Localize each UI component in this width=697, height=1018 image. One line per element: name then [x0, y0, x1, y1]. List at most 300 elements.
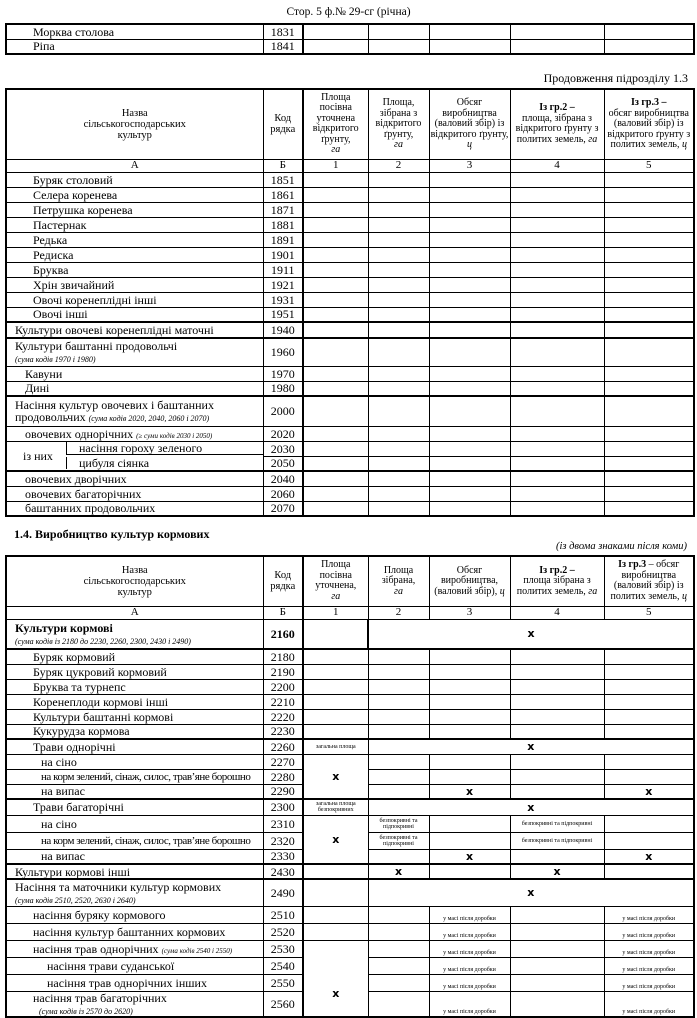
cell-note[interactable]: [429, 991, 510, 1017]
row-code: 2300: [263, 799, 303, 815]
cell-input[interactable]: [368, 24, 429, 39]
cell-input[interactable]: [303, 307, 368, 322]
cell-input[interactable]: [604, 754, 694, 769]
cell-input[interactable]: [303, 232, 368, 247]
row-code: 1831: [263, 24, 303, 39]
cell-input[interactable]: [510, 694, 604, 709]
header-code-line: Код: [274, 570, 292, 582]
row-name: [6, 906, 263, 923]
cell-input[interactable]: [604, 694, 694, 709]
cell-input[interactable]: [368, 187, 429, 202]
cell-note-text: безпокривні та підпокривні: [379, 817, 418, 830]
cell-input[interactable]: [368, 991, 429, 1017]
row-name-text: на випас: [41, 784, 85, 799]
cell-input[interactable]: [510, 906, 604, 923]
index-cell: 5: [604, 159, 694, 172]
table-row: [6, 24, 694, 39]
row-name: [6, 679, 263, 694]
cell-input[interactable]: [510, 501, 604, 516]
row-code: 2060: [263, 486, 303, 501]
unit-label: га: [394, 139, 403, 150]
cell-input[interactable]: [510, 784, 604, 799]
cell-input[interactable]: [604, 39, 694, 54]
cell-input[interactable]: [303, 322, 368, 338]
cell-input[interactable]: [368, 426, 429, 441]
cell-input[interactable]: [303, 709, 368, 724]
row-name-text: насіння культур баштанних кормових: [33, 924, 226, 939]
cell-input[interactable]: [303, 187, 368, 202]
cell-input[interactable]: [368, 471, 429, 486]
row-code: 2200: [263, 679, 303, 694]
row-name-text: Овочі інші: [33, 307, 88, 322]
cell-input[interactable]: [368, 232, 429, 247]
cell-input[interactable]: [604, 471, 694, 486]
row-name-text: Культури кормові інші: [15, 864, 131, 879]
cell-input[interactable]: [429, 441, 510, 456]
cell-input[interactable]: [604, 724, 694, 739]
x-mark: x: [368, 619, 694, 649]
cell-note[interactable]: [368, 815, 429, 832]
index-cell: 2: [368, 606, 429, 619]
row-name-text: насіння трав однорічних: [33, 941, 159, 956]
cell-input[interactable]: [429, 366, 510, 381]
cell-input[interactable]: [429, 277, 510, 292]
cell-input[interactable]: [604, 815, 694, 832]
table-row: [6, 172, 694, 187]
row-name: [6, 232, 263, 247]
row-code: 2490: [263, 879, 303, 906]
row-name: [6, 471, 263, 486]
table-row: [6, 649, 694, 664]
cell-input[interactable]: [368, 262, 429, 277]
header-col4: [510, 89, 604, 159]
cell-note[interactable]: [303, 739, 368, 754]
row-name: [6, 694, 263, 709]
index-row: [6, 159, 694, 172]
row-code: 2180: [263, 649, 303, 664]
cell-input[interactable]: [510, 957, 604, 974]
cell-input[interactable]: [368, 172, 429, 187]
cell-input[interactable]: [429, 426, 510, 441]
cell-input[interactable]: [429, 202, 510, 217]
cell-input[interactable]: [604, 247, 694, 262]
cell-input[interactable]: [604, 172, 694, 187]
cell-input[interactable]: [303, 381, 368, 396]
header-col5: [604, 556, 694, 606]
cell-input[interactable]: [368, 486, 429, 501]
cell-input[interactable]: [303, 694, 368, 709]
cell-input[interactable]: [368, 649, 429, 664]
cell-input[interactable]: [368, 849, 429, 864]
cell-input[interactable]: [429, 694, 510, 709]
cell-input[interactable]: [510, 769, 604, 784]
row-code: 2560: [263, 991, 303, 1017]
cell-input[interactable]: [510, 172, 604, 187]
cell-input[interactable]: [368, 396, 429, 426]
cell-input[interactable]: [429, 724, 510, 739]
cell-input[interactable]: [604, 232, 694, 247]
x-mark: x: [429, 849, 510, 864]
cell-input[interactable]: [368, 784, 429, 799]
cell-input[interactable]: [510, 232, 604, 247]
cell-note[interactable]: [604, 940, 694, 957]
row-name-text: на сіно: [41, 754, 77, 769]
cell-input[interactable]: [368, 906, 429, 923]
table-row: [6, 456, 694, 471]
cell-input[interactable]: [604, 292, 694, 307]
cell-input[interactable]: [368, 338, 429, 366]
cell-input[interactable]: [429, 664, 510, 679]
index-cell: 3: [429, 159, 510, 172]
table-row: [6, 217, 694, 232]
header-col2-text: Площа зібрана,: [381, 564, 416, 586]
header-code: [263, 556, 303, 606]
cell-input[interactable]: [429, 232, 510, 247]
cell-input[interactable]: [368, 724, 429, 739]
cell-input[interactable]: [604, 187, 694, 202]
cell-input[interactable]: [303, 679, 368, 694]
cell-input[interactable]: [510, 187, 604, 202]
cell-input[interactable]: [429, 396, 510, 426]
table-row: [6, 247, 694, 262]
cell-input[interactable]: [303, 202, 368, 217]
x-mark: x: [368, 864, 429, 879]
cell-input[interactable]: [303, 366, 368, 381]
cell-input[interactable]: [368, 381, 429, 396]
cell-input[interactable]: [510, 262, 604, 277]
cell-note-text: загальна площа безпокривних: [315, 801, 356, 814]
header-row: [6, 556, 694, 606]
row-name-text: насіння трав багаторічних: [33, 990, 167, 1005]
cell-input[interactable]: [429, 262, 510, 277]
cell-input[interactable]: [303, 664, 368, 679]
cell-input[interactable]: [604, 338, 694, 366]
cell-note-text: у масі після доробки: [443, 983, 496, 990]
cell-input[interactable]: [368, 940, 429, 957]
cell-input[interactable]: [429, 832, 510, 849]
cell-input[interactable]: [510, 277, 604, 292]
cell-input[interactable]: [604, 864, 694, 879]
cell-input[interactable]: [429, 754, 510, 769]
cell-input[interactable]: [303, 649, 368, 664]
cell-input[interactable]: [510, 709, 604, 724]
cell-input[interactable]: [303, 724, 368, 739]
row-code: 2230: [263, 724, 303, 739]
row-name-text: Буряк цукровий кормовий: [33, 664, 167, 679]
cell-input[interactable]: [368, 709, 429, 724]
table-row: [6, 322, 694, 338]
cell-input[interactable]: [510, 202, 604, 217]
unit-label: ц: [499, 585, 505, 597]
cell-input[interactable]: [604, 679, 694, 694]
x-mark: x: [368, 739, 694, 754]
cell-input[interactable]: [604, 426, 694, 441]
cell-input[interactable]: [429, 769, 510, 784]
cell-input[interactable]: [303, 292, 368, 307]
row-code: 2330: [263, 849, 303, 864]
cell-input[interactable]: [429, 679, 510, 694]
cell-note[interactable]: [429, 940, 510, 957]
cell-input[interactable]: [303, 262, 368, 277]
cell-input[interactable]: [510, 664, 604, 679]
cell-input[interactable]: [303, 619, 368, 649]
x-mark: x: [303, 940, 368, 1017]
cell-input[interactable]: [604, 307, 694, 322]
cell-input[interactable]: [604, 366, 694, 381]
cell-input[interactable]: [303, 486, 368, 501]
row-name: Морква столова: [6, 24, 263, 39]
cell-input[interactable]: [303, 39, 368, 54]
cell-input[interactable]: [368, 769, 429, 784]
cell-input[interactable]: [604, 501, 694, 516]
row-name-text: Редиска: [33, 247, 74, 262]
cell-note[interactable]: [604, 923, 694, 940]
row-code: 2260: [263, 739, 303, 754]
cell-input[interactable]: [429, 307, 510, 322]
cell-note[interactable]: [604, 991, 694, 1017]
cell-input[interactable]: [604, 486, 694, 501]
row-name-text: Насіння та маточники культур кормових: [15, 879, 222, 894]
row-name-text: Петрушка коренева: [33, 202, 133, 217]
header-code: [263, 89, 303, 159]
cell-input[interactable]: [604, 202, 694, 217]
cell-input[interactable]: [303, 247, 368, 262]
cell-input[interactable]: [510, 754, 604, 769]
row-code: 2540: [263, 957, 303, 974]
unit-label: га: [331, 590, 341, 602]
cell-input[interactable]: [368, 957, 429, 974]
row-name-text: Бруква: [33, 262, 69, 277]
cell-input[interactable]: [368, 754, 429, 769]
table-row: [6, 486, 694, 501]
cell-input[interactable]: [510, 322, 604, 338]
cell-input[interactable]: [303, 172, 368, 187]
cell-input[interactable]: [510, 292, 604, 307]
cell-input[interactable]: [303, 471, 368, 486]
cell-input[interactable]: [429, 172, 510, 187]
cell-input[interactable]: [604, 769, 694, 784]
cell-input[interactable]: [429, 471, 510, 486]
index-cell: 2: [368, 159, 429, 172]
cell-input[interactable]: [510, 679, 604, 694]
cell-input[interactable]: [429, 501, 510, 516]
row-name-text: насіння трави суданської: [47, 958, 175, 973]
cell-input[interactable]: [368, 456, 429, 471]
cell-input[interactable]: [429, 322, 510, 338]
x-mark: x: [429, 784, 510, 799]
row-name: [6, 664, 263, 679]
page-header: Стор. 5 ф.№ 29-сг (річна): [286, 6, 411, 18]
cell-input[interactable]: [303, 441, 368, 456]
cell-input[interactable]: [510, 974, 604, 991]
cell-input[interactable]: [604, 441, 694, 456]
cell-input[interactable]: [604, 664, 694, 679]
row-code: 2040: [263, 471, 303, 486]
cell-input[interactable]: [429, 338, 510, 366]
cell-input[interactable]: [604, 322, 694, 338]
header-name-line: Назва: [121, 564, 148, 576]
cell-input[interactable]: [429, 864, 510, 879]
cell-input[interactable]: [510, 24, 604, 39]
header-col1: [303, 556, 368, 606]
cell-input[interactable]: [368, 277, 429, 292]
table-row: [6, 202, 694, 217]
cell-input[interactable]: [510, 471, 604, 486]
cell-input[interactable]: [604, 456, 694, 471]
row-name: [6, 247, 263, 262]
row-code: 2020: [263, 426, 303, 441]
row-name: [6, 381, 263, 396]
cell-input[interactable]: [429, 456, 510, 471]
row-note: (сума кодів із 2180 до 2230, 2260, 2300, 2430 і 2490): [15, 636, 191, 646]
cell-input[interactable]: [303, 879, 368, 906]
cell-input[interactable]: [510, 923, 604, 940]
cell-note[interactable]: [303, 799, 368, 815]
cell-input[interactable]: [303, 923, 368, 940]
cell-input[interactable]: [604, 709, 694, 724]
cell-input[interactable]: [368, 923, 429, 940]
cell-input[interactable]: [604, 381, 694, 396]
header-col4-bold: Із гр.2 –: [539, 102, 575, 114]
cell-input[interactable]: [510, 381, 604, 396]
cell-input[interactable]: [303, 396, 368, 426]
cell-input[interactable]: [510, 247, 604, 262]
cell-input[interactable]: [510, 426, 604, 441]
cell-input[interactable]: [303, 217, 368, 232]
cell-input[interactable]: [429, 649, 510, 664]
cell-input[interactable]: [604, 277, 694, 292]
cell-input[interactable]: [429, 217, 510, 232]
cell-input[interactable]: [368, 217, 429, 232]
cell-input[interactable]: [429, 381, 510, 396]
cell-input[interactable]: [510, 649, 604, 664]
cell-input[interactable]: [368, 292, 429, 307]
row-code: 2320: [263, 832, 303, 849]
cell-input[interactable]: [510, 307, 604, 322]
cell-input[interactable]: [303, 426, 368, 441]
cell-input[interactable]: [510, 940, 604, 957]
cell-input[interactable]: [303, 501, 368, 516]
cell-note[interactable]: [604, 957, 694, 974]
row-name-text: Культури баштанні продовольчі: [15, 339, 178, 354]
cell-note[interactable]: [429, 957, 510, 974]
cell-input[interactable]: [429, 486, 510, 501]
header-name-line: сільськогосподарських: [83, 575, 186, 587]
cell-input[interactable]: [510, 338, 604, 366]
cell-input[interactable]: [368, 202, 429, 217]
header-col5-text: – обсяг виробництва (валовий збір) із политих земель,: [610, 559, 684, 602]
table-row: [6, 679, 694, 694]
cell-input[interactable]: [429, 187, 510, 202]
cell-note[interactable]: [604, 974, 694, 991]
index-cell: Б: [263, 159, 303, 172]
cell-input[interactable]: [303, 864, 368, 879]
cell-input[interactable]: [368, 694, 429, 709]
cell-input[interactable]: [429, 24, 510, 39]
cell-input[interactable]: [510, 366, 604, 381]
row-code: 1970: [263, 366, 303, 381]
cell-input[interactable]: [303, 906, 368, 923]
table-row: [6, 187, 694, 202]
cell-input[interactable]: [368, 39, 429, 54]
unit-label: га: [588, 133, 598, 145]
header-col5-text: обсяг виробництва (валовий збір) із відкритого ґрунту з политих земель,: [607, 107, 691, 150]
cell-input[interactable]: [510, 849, 604, 864]
row-name-text: насіння трав однорічних інших: [47, 975, 207, 990]
row-name-text: на корм зелений, сінаж, силос, трав’яне борошно: [41, 771, 251, 783]
row-name-text: Хрін звичайний: [33, 277, 115, 292]
cell-input[interactable]: [604, 396, 694, 426]
x-mark: x: [604, 849, 694, 864]
cell-input[interactable]: [368, 322, 429, 338]
header-col5-bold: Із гр.3: [618, 559, 647, 571]
cell-input[interactable]: [429, 247, 510, 262]
cell-input[interactable]: [368, 307, 429, 322]
cell-input[interactable]: [429, 709, 510, 724]
row-name-text: овочевих багаторічних: [25, 486, 142, 501]
unit-label: ц: [682, 139, 687, 150]
cell-input[interactable]: [429, 815, 510, 832]
cell-input[interactable]: [303, 277, 368, 292]
table-row: [6, 471, 694, 486]
cell-input[interactable]: [604, 832, 694, 849]
row-code: 1960: [263, 338, 303, 366]
cell-input[interactable]: [368, 247, 429, 262]
cell-input[interactable]: [604, 262, 694, 277]
cell-input[interactable]: [303, 338, 368, 366]
cell-input[interactable]: [510, 217, 604, 232]
x-mark: x: [303, 754, 368, 799]
row-code: 2000: [263, 396, 303, 426]
row-name: [6, 799, 263, 815]
row-note: (сума кодів 2510, 2520, 2630 і 2640): [15, 895, 136, 905]
cell-input[interactable]: [510, 39, 604, 54]
row-code: 2220: [263, 709, 303, 724]
cell-input[interactable]: [510, 456, 604, 471]
cell-input[interactable]: [429, 292, 510, 307]
header-row: [6, 89, 694, 159]
cell-input[interactable]: [303, 24, 368, 39]
cell-note[interactable]: [429, 923, 510, 940]
cell-input[interactable]: [368, 679, 429, 694]
cell-note[interactable]: [604, 906, 694, 923]
cell-input[interactable]: [604, 649, 694, 664]
cell-note[interactable]: [429, 906, 510, 923]
row-code: 2050: [263, 456, 303, 471]
cell-input[interactable]: [368, 366, 429, 381]
cell-input[interactable]: [604, 24, 694, 39]
cell-input[interactable]: [368, 974, 429, 991]
cell-note[interactable]: [368, 832, 429, 849]
cell-input[interactable]: [303, 456, 368, 471]
cell-input[interactable]: [510, 724, 604, 739]
row-name-text: Культури кормові: [15, 620, 113, 635]
cell-input[interactable]: [429, 39, 510, 54]
row-code: 1980: [263, 381, 303, 396]
cell-input[interactable]: [604, 217, 694, 232]
cell-input[interactable]: [510, 441, 604, 456]
cell-input[interactable]: [368, 501, 429, 516]
cell-input[interactable]: [510, 991, 604, 1017]
cell-note[interactable]: [429, 974, 510, 991]
cell-input[interactable]: [368, 441, 429, 456]
cell-input[interactable]: [510, 486, 604, 501]
table-row: [6, 381, 694, 396]
cell-input[interactable]: [368, 664, 429, 679]
cell-note[interactable]: [510, 815, 604, 832]
cell-input[interactable]: [510, 396, 604, 426]
cell-note[interactable]: [510, 832, 604, 849]
